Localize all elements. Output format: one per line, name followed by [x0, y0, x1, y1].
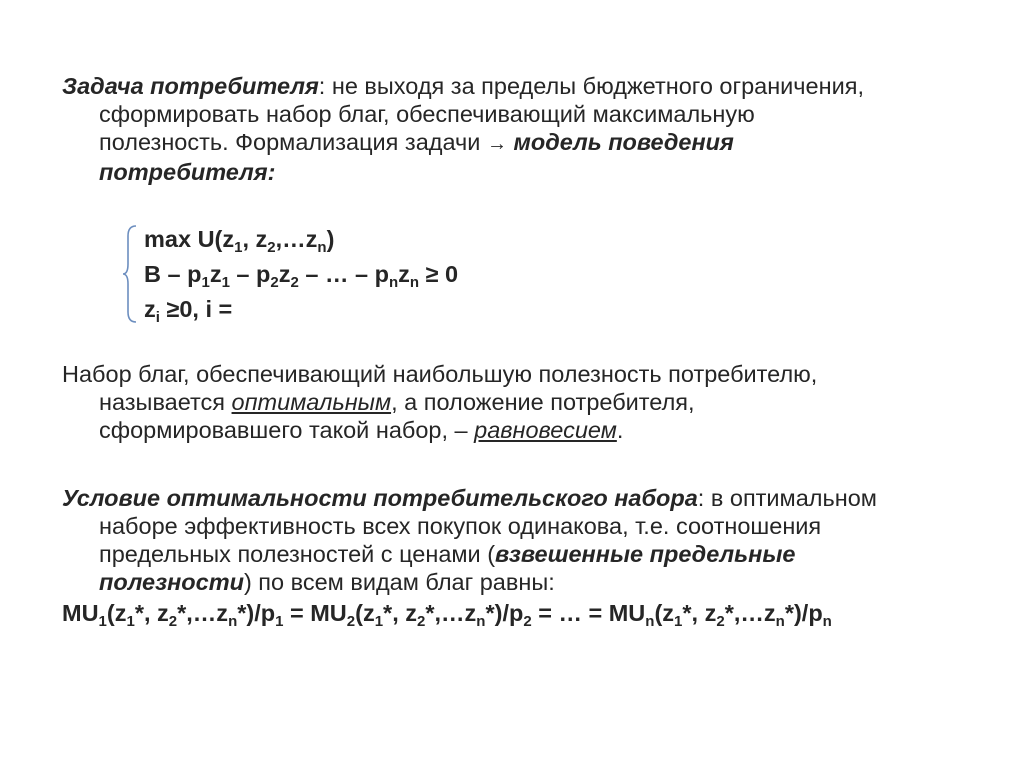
- optimal-set-paragraph: [62, 360, 962, 444]
- optimality-condition-paragraph: [62, 484, 962, 596]
- objective-equation: $\max U(z_1$, $z_2,\dots z_n$): [144, 226, 335, 256]
- consumer-task-paragraph: [62, 72, 962, 186]
- p1-line-3: [62, 128, 962, 158]
- p3-line-4: полезности) по всем видам благ равны:: [99, 569, 555, 595]
- p2-line-2: называется оптимальным, а положение потребителя,: [99, 389, 695, 415]
- optimal-term: оптимальным: [231, 389, 392, 415]
- budget-constraint-equation: B – $p_1z_1 - p_2z_2$ – … – $p_nz_n \ge 0$: [144, 261, 459, 291]
- behavior-model-term: модель поведения: [513, 129, 734, 155]
- optimality-condition-term: Условие оптимальности потребительского набора: [62, 485, 698, 511]
- behavior-model-term-cont: потребителя:: [99, 159, 276, 185]
- p1-line-1-text: : не выходя за пределы бюджетного ограничения,: [318, 73, 864, 99]
- p3-line-1: Условие оптимальности потребительского набора: в оптимальном: [62, 485, 877, 511]
- p2-line-1: Набор благ, обеспечивающий наибольшую полезность потребителю,: [62, 361, 818, 387]
- left-brace-icon: [122, 224, 138, 324]
- equimarginal-formula: $MU_1(z_1*$, $z_2*,\dots z_n*)/p_1 = MU_2(z_1*$, $z_2*,\dots z_n*)/p_2$ = … = $MU_n(z_1*$, $z_2*,\dots z_n*)/p_n$: [62, 600, 832, 630]
- p3-line-2: наборе эффективность всех покупок одинакова, т.е. соотношения: [99, 513, 822, 539]
- equilibrium-term: равновесием: [474, 417, 617, 443]
- p3-line-3: предельных полезностей с ценами (взвешенные предельные: [99, 541, 796, 567]
- optimization-system: [122, 222, 458, 327]
- weighted-utilities-term-cont: полезности: [99, 569, 244, 595]
- weighted-utilities-term: взвешенные предельные: [495, 541, 796, 567]
- p2-line-3: сформировавшего такой набор, – равновесием.: [99, 417, 624, 443]
- right-arrow-icon: →: [486, 133, 507, 155]
- p1-line-1: [62, 72, 962, 100]
- consumer-task-term: Задача потребителя: [62, 73, 319, 99]
- p1-line-2: сформировать набор благ, обеспечивающий максимальную: [99, 101, 755, 127]
- p1-line-4: [62, 158, 962, 186]
- nonnegativity-constraint: $z_i \ge 0$, i =: [144, 296, 233, 326]
- p1-line-3-text: полезность. Формализация задачи: [99, 129, 487, 155]
